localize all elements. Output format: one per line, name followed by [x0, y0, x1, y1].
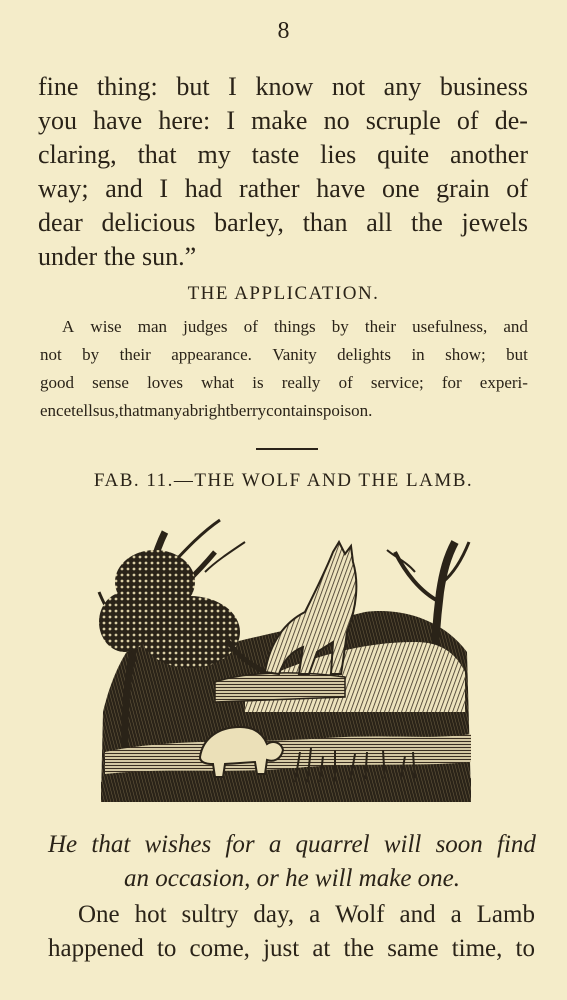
word: wise	[90, 317, 122, 336]
word: judges	[183, 317, 228, 336]
page-number: 8	[277, 18, 290, 44]
word: have	[93, 106, 143, 135]
body-line	[38, 172, 528, 206]
woodcut-illustration	[95, 512, 475, 804]
word: lies	[320, 140, 357, 169]
word: show;	[445, 345, 486, 364]
word: sense	[92, 373, 129, 392]
word: fine	[38, 72, 79, 101]
word: good	[40, 373, 74, 392]
body-line	[38, 104, 528, 138]
word: taste	[251, 140, 300, 169]
word: by	[82, 345, 100, 364]
word: a	[268, 831, 282, 858]
section-divider	[256, 448, 318, 450]
fable-title: FAB. 11.—THE WOLF AND THE LAMB.	[93, 470, 474, 491]
word: service;	[370, 373, 424, 392]
word: the	[343, 935, 375, 962]
word: to	[156, 935, 177, 962]
word: than	[302, 208, 348, 237]
word: all	[366, 208, 393, 237]
moral-line: an occasion, or he will make one.	[123, 865, 461, 892]
word: just	[263, 935, 300, 962]
word: of	[456, 106, 479, 135]
word: but	[176, 72, 210, 101]
application-line	[40, 341, 528, 369]
application-line	[40, 369, 528, 397]
application-line	[40, 397, 528, 425]
word: One	[78, 901, 120, 928]
word: find	[497, 831, 536, 858]
word: dear	[38, 208, 83, 237]
word: contains	[266, 401, 323, 420]
application-text	[40, 313, 528, 425]
word: sultry	[181, 901, 239, 928]
word: no	[323, 106, 350, 135]
word: but	[506, 345, 528, 364]
fable-story	[48, 898, 535, 966]
word: and	[503, 317, 528, 336]
word: things	[274, 317, 316, 336]
word: at	[312, 935, 331, 962]
word: happened	[48, 935, 144, 962]
word: any	[383, 72, 422, 101]
word: for	[441, 373, 462, 392]
body-text	[38, 70, 528, 274]
word: time,	[451, 935, 503, 962]
word: a	[450, 901, 462, 928]
word: come,	[189, 935, 250, 962]
word: that	[91, 831, 131, 858]
word: is	[252, 373, 264, 392]
word: Wolf	[335, 901, 385, 928]
word: usefulness,	[412, 317, 488, 336]
word: their	[364, 317, 396, 336]
word: that	[118, 401, 145, 420]
word: grain	[436, 174, 490, 203]
word: to	[515, 935, 535, 962]
word: de-	[494, 106, 528, 135]
word: delights	[337, 345, 391, 364]
body-line: under the sun.”	[38, 242, 197, 271]
word: quarrel	[295, 831, 370, 858]
body-line	[38, 138, 528, 172]
word: business	[439, 72, 528, 101]
body-line	[38, 206, 528, 240]
word: the	[411, 208, 443, 237]
word: quite	[377, 140, 430, 169]
word: us,	[99, 401, 119, 420]
word: soon	[435, 831, 483, 858]
word: many	[144, 401, 183, 420]
word: man	[137, 317, 168, 336]
application-heading: THE APPLICATION.	[187, 283, 380, 304]
word: I	[228, 72, 237, 101]
word: not	[331, 72, 366, 101]
word: bright	[189, 401, 231, 420]
word: a	[309, 901, 321, 928]
word: a	[182, 401, 190, 420]
word: A	[62, 317, 75, 336]
word: day,	[253, 901, 295, 928]
word: poison.	[322, 401, 373, 420]
word: I	[226, 106, 236, 135]
word: thing:	[97, 72, 158, 101]
word: have	[316, 174, 366, 203]
moral-line	[48, 828, 536, 862]
word: will	[383, 831, 422, 858]
word: here:	[158, 106, 211, 135]
word: another	[450, 140, 528, 169]
word: Vanity	[272, 345, 317, 364]
word: He	[48, 831, 78, 858]
story-line	[48, 898, 535, 932]
word: really	[281, 373, 321, 392]
word: scruple	[365, 106, 441, 135]
word: same	[387, 935, 439, 962]
word: barley,	[214, 208, 284, 237]
word: make	[251, 106, 308, 135]
word: appearance.	[171, 345, 252, 364]
word: of	[338, 373, 353, 392]
story-line	[48, 932, 535, 966]
word: by	[331, 317, 349, 336]
word: ence	[40, 401, 72, 420]
fable-moral	[48, 828, 536, 896]
word: and	[105, 174, 143, 203]
word: in	[411, 345, 425, 364]
word: hot	[134, 901, 167, 928]
word: you	[38, 106, 77, 135]
word: rather	[238, 174, 300, 203]
body-line	[38, 70, 528, 104]
word: delicious	[101, 208, 196, 237]
word: experi-	[479, 373, 528, 392]
word: for	[225, 831, 255, 858]
word: what	[201, 373, 235, 392]
word: their	[119, 345, 151, 364]
word: and	[399, 901, 436, 928]
word: had	[184, 174, 223, 203]
word: my	[197, 140, 231, 169]
word: that	[137, 140, 177, 169]
word: way;	[38, 174, 89, 203]
word: loves	[147, 373, 183, 392]
word: claring,	[38, 140, 117, 169]
word: jewels	[461, 208, 528, 237]
word: one	[381, 174, 420, 203]
word: tells	[71, 401, 100, 420]
word: of	[506, 174, 528, 203]
word: not	[40, 345, 62, 364]
word: berry	[230, 401, 267, 420]
word: Lamb	[476, 901, 535, 928]
word: wishes	[144, 831, 212, 858]
word: I	[159, 174, 169, 203]
application-line	[40, 313, 528, 341]
word: of	[243, 317, 258, 336]
word: know	[255, 72, 314, 101]
